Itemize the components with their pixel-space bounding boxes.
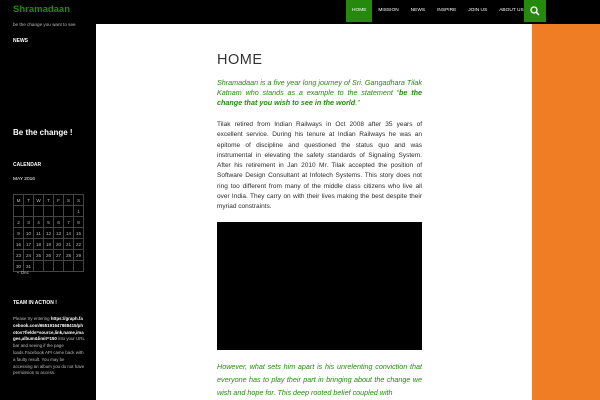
site-tagline: be the change you want to see <box>13 22 76 27</box>
calendar-day: 4 <box>34 217 44 228</box>
nav-item-home[interactable]: HOME <box>346 0 372 22</box>
team-error-text: into your URL bar and seeing if the page loads.Facebook API came back with a faulty result. You may be accessing an album you do not have permission to access. <box>13 336 85 376</box>
calendar-header: T <box>44 195 54 206</box>
calendar-day: 8 <box>74 217 84 228</box>
calendar-day: 25 <box>34 250 44 261</box>
calendar-day: 15 <box>74 228 84 239</box>
calendar-day: 18 <box>34 239 44 250</box>
calendar-day: 27 <box>54 250 64 261</box>
calendar-day: 17 <box>24 239 34 250</box>
calendar-body <box>14 206 84 272</box>
team-graph-url: https://graph.facebook.com/655191647868415/photos?fields=source,link,name,images,album&limit=150 <box>13 316 84 342</box>
team-in-action-text <box>13 316 85 377</box>
calendar-day: 31 <box>24 261 34 272</box>
calendar-day: 11 <box>34 228 44 239</box>
calendar-day: 23 <box>14 250 24 261</box>
calendar-prev-link[interactable]: « Dec <box>17 270 30 275</box>
calendar-day: 7 <box>64 217 74 228</box>
team-lead-text: Please try entering <box>13 316 50 321</box>
sidebar <box>0 24 96 400</box>
calendar-day: 29 <box>74 250 84 261</box>
calendar-day: 24 <box>24 250 34 261</box>
nav-item-news[interactable]: NEWS <box>410 8 426 13</box>
nav-item-join-us[interactable]: JOIN US <box>468 8 488 13</box>
calendar-day: 30 <box>14 261 24 272</box>
calendar-header: F <box>54 195 64 206</box>
calendar-header: S <box>74 195 84 206</box>
calendar-day: 21 <box>64 239 74 250</box>
calendar-day <box>64 206 74 217</box>
calendar-header: S <box>64 195 74 206</box>
calendar-day <box>34 261 44 272</box>
intro-quote <box>217 78 422 109</box>
calendar-day: 5 <box>44 217 54 228</box>
calendar-row <box>14 250 84 261</box>
calendar-day <box>64 261 74 272</box>
calendar-header: T <box>24 195 34 206</box>
calendar-day: 2 <box>14 217 24 228</box>
search-button[interactable] <box>524 0 546 22</box>
main-content <box>96 24 532 400</box>
intro-end: .” <box>355 98 360 108</box>
calendar-day: 28 <box>64 250 74 261</box>
calendar-day <box>44 261 54 272</box>
orange-side-strip <box>532 24 600 400</box>
calendar-day: 1 <box>74 206 84 217</box>
calendar-row <box>14 239 84 250</box>
widget-title-team-in-action: TEAM IN ACTION ! <box>13 300 57 306</box>
calendar-caption: MAY 2016 <box>13 177 35 182</box>
body-paragraph: Tilak retired from Indian Railways in Oct 2008 after 35 years of excellent service. During his tenure at Indian Railways he was an epitome of discipline and questioned the status quo and was instrumental in elevating the safety standards of Signaling System. After his retirement in Jan 2010 Mr. Tilak accepted the position of Software Design Consultant at Infotech Systems. This story does not ring too different from many of the middle class citizens who live all over India. They carry on with their lives making the best despite their myriad constraints. <box>217 121 422 211</box>
calendar-row <box>14 228 84 239</box>
nav-item-about-us[interactable]: ABOUT US <box>499 8 524 13</box>
calendar-day <box>34 206 44 217</box>
nav-item-inspire[interactable]: INSPIRE <box>437 8 457 13</box>
calendar-row <box>14 217 84 228</box>
calendar-day: 6 <box>54 217 64 228</box>
calendar-day: 3 <box>24 217 34 228</box>
be-the-change-heading: Be the change ! <box>13 128 73 137</box>
widget-title-news: NEWS <box>13 38 28 44</box>
calendar-day <box>74 261 84 272</box>
calendar-day <box>54 206 64 217</box>
widget-title-calendar: CALENDAR <box>13 162 42 168</box>
calendar-header: W <box>34 195 44 206</box>
page-title: HOME <box>217 52 263 68</box>
calendar-day: 10 <box>24 228 34 239</box>
intro-bold-quote: be the change that you wish to see in the world <box>217 88 422 108</box>
outro-paragraph: However, what sets him apart is his unrelenting conviction that everyone has to play their part in bringing about the change we wish and hope for. This deep rooted belief coupled with <box>217 362 422 397</box>
calendar-day: 9 <box>14 228 24 239</box>
calendar-day <box>54 261 64 272</box>
calendar-day: 16 <box>14 239 24 250</box>
primary-nav <box>346 0 530 22</box>
site-header <box>0 0 600 24</box>
calendar-day <box>44 206 54 217</box>
nav-item-mission[interactable]: MISSION <box>378 8 399 13</box>
calendar-header: M <box>14 195 24 206</box>
calendar-table <box>13 194 84 272</box>
calendar-day: 19 <box>44 239 54 250</box>
search-icon <box>530 6 540 16</box>
calendar-day <box>14 206 24 217</box>
intro-text: Shramadaan is a five year long journey of Sri. Gangadhara Tilak Katnam who stands as a example to the statement “ <box>217 78 422 98</box>
calendar-day: 26 <box>44 250 54 261</box>
site-title[interactable]: Shramadaan <box>13 4 71 15</box>
video-embed[interactable] <box>217 222 422 350</box>
calendar-day: 14 <box>64 228 74 239</box>
calendar-day: 22 <box>74 239 84 250</box>
calendar-day: 13 <box>54 228 64 239</box>
calendar-day <box>24 206 34 217</box>
calendar-day: 12 <box>44 228 54 239</box>
calendar-day: 20 <box>54 239 64 250</box>
calendar-row <box>14 206 84 217</box>
